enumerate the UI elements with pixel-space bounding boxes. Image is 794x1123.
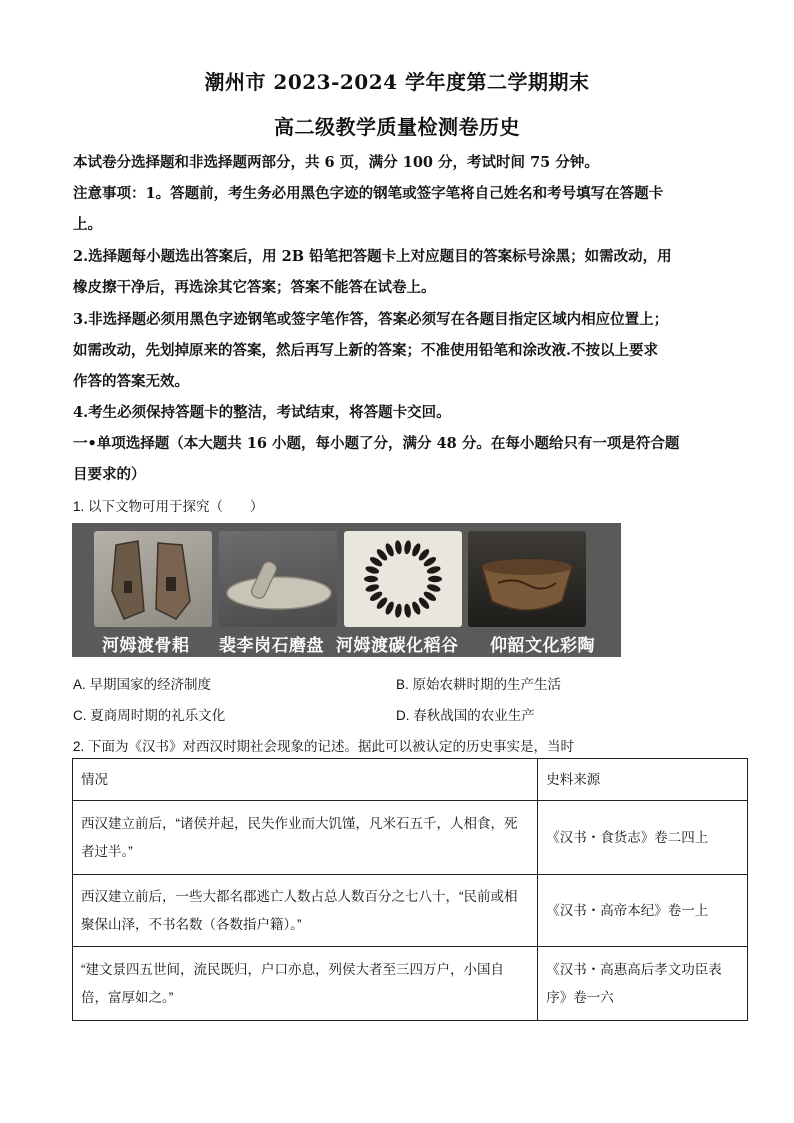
instruction-line: 上。 <box>73 216 102 233</box>
section-heading: 一•单项选择题（本大题共 16 小题，每小题了分，满分 48 分。在每小题给只有一项是符合题 <box>73 435 680 452</box>
artifact-caption: 河姆渡骨耜 <box>102 636 190 656</box>
table-header-cell: 情况 <box>73 759 538 801</box>
artifact-photo-strip <box>72 523 621 657</box>
option-c: C. 夏商周时期的礼乐文化 <box>73 708 226 723</box>
question-1-stem: 1. 以下文物可用于探究（ ） <box>73 499 264 514</box>
artifact-caption: 裴李岗石磨盘 <box>219 636 324 656</box>
table-row <box>73 947 748 1021</box>
instruction-line: 2.选择题每小题选出答案后，用 2B 铅笔把答题卡上对应题目的答案标号涂黑；如需改动，用 <box>73 248 672 265</box>
painted-pottery-bowl-image <box>468 531 586 627</box>
page-subtitle: 高二级教学质量检测卷历史 <box>274 115 520 139</box>
option-d: D. 春秋战国的农业生产 <box>396 708 535 723</box>
table-cell: 《汉书・食货志》卷二四上 <box>538 801 748 875</box>
instruction-line: 如需改动，先划掉原来的答案，然后再写上新的答案；不准使用铅笔和涂改液.不按以上要求 <box>73 342 659 359</box>
source-table <box>72 758 748 1021</box>
instruction-line: 4.考生必须保持答题卡的整洁，考试结束，将答题卡交回。 <box>73 404 451 421</box>
instruction-line: 作答的答案无效。 <box>73 373 189 390</box>
table-header-cell: 史料来源 <box>538 759 748 801</box>
table-cell: 西汉建立前后，一些大都名郡逃亡人数占总人数百分之七八十，“民前或相聚保山泽，不书名数（各数指户籍）。” <box>73 875 538 947</box>
table-cell: “建文景四五世间，流民既归，户口亦息，列侯大者至三四万户，小国自倍，富厚如之。” <box>73 947 538 1021</box>
table-header-row <box>73 759 748 801</box>
table-row <box>73 875 748 947</box>
page-title: 潮州市 2023-2024 学年度第二学期期末 <box>204 70 590 94</box>
bone-spade-artifact-image <box>94 531 212 627</box>
instruction-line: 注意事项：1。答题前，考生务必用黑色字迹的钢笔或签字笔将自己姓名和考号填写在答题卡 <box>73 185 664 202</box>
instruction-line: 橡皮擦干净后，再选涂其它答案；答案不能答在试卷上。 <box>73 279 436 296</box>
artifact-caption: 仰韶文化彩陶 <box>490 636 595 656</box>
table-row <box>73 801 748 875</box>
carbonized-rice-grains-image <box>344 531 462 627</box>
table-cell: 《汉书・高惠高后孝文功臣表序》卷一六 <box>538 947 748 1021</box>
artifact-caption: 河姆渡碳化稻谷 <box>336 636 459 656</box>
section-heading: 目要求的） <box>73 466 146 483</box>
option-a: A. 早期国家的经济制度 <box>73 677 212 692</box>
table-cell: 《汉书・高帝本纪》卷一上 <box>538 875 748 947</box>
table-cell: 西汉建立前后，“诸侯并起，民失作业而大饥馑，凡米石五千，人相食，死者过半。” <box>73 801 538 875</box>
instruction-line: 3.非选择题必须用黑色字迹钢笔或签字笔作答，答案必须写在各题目指定区域内相应位置上； <box>73 311 669 328</box>
option-b: B. 原始农耕时期的生产生活 <box>396 677 562 692</box>
stone-grinding-slab-image <box>219 531 337 627</box>
instruction-line: 本试卷分选择题和非选择题两部分，共 6 页，满分 100 分，考试时间 75 分钟。 <box>73 154 599 171</box>
question-2-stem: 2. 下面为《汉书》对西汉时期社会现象的记述。据此可以被认定的历史事实是，当时 <box>73 739 575 754</box>
